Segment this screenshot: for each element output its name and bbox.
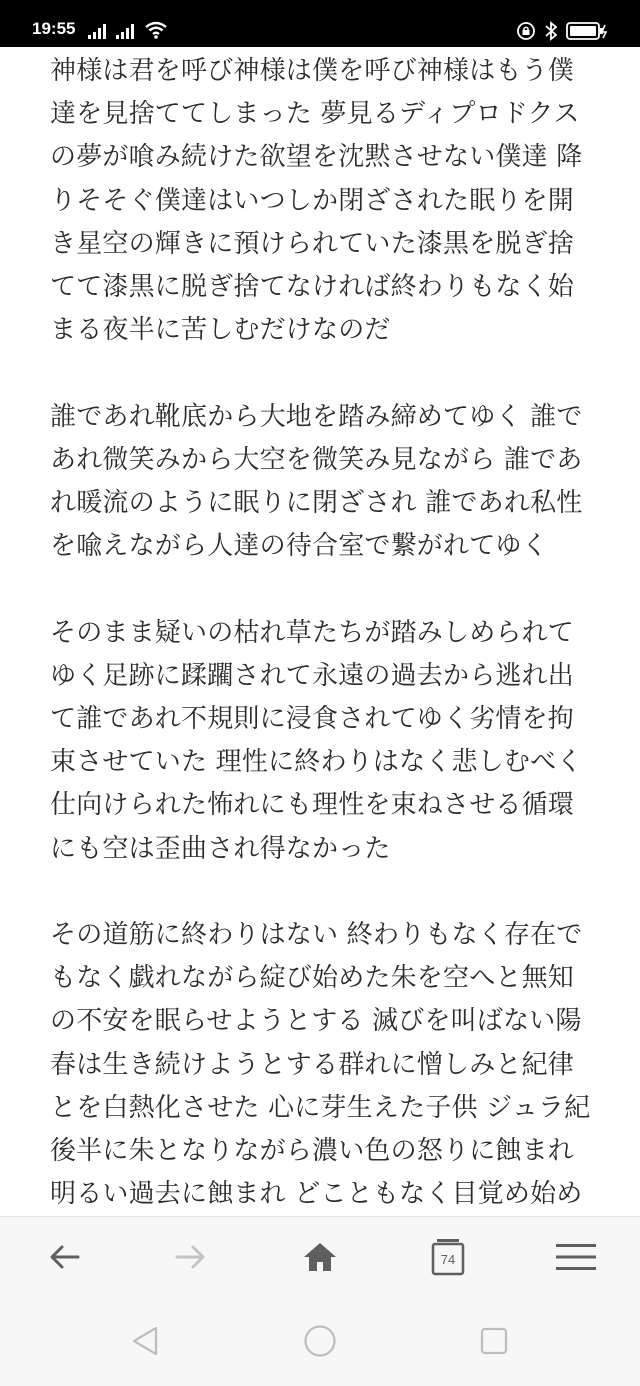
status-right-icons [516,21,608,45]
arrow-left-icon [47,1243,81,1275]
tabs-icon [431,1238,465,1280]
paragraph-3: そのまま疑いの枯れ草たちが踏みしめられてゆく足跡に蹂躙されて永遠の過去から逃れ出て誰であれ不規則に浸食されてゆく劣情を拘束させていた 理性に終わりはなく悲しむべく仕向けられた怖れにも理性を束ねさせる循環にも空は歪曲され得なかった [50,617,583,864]
forward-button[interactable] [163,1233,219,1285]
menu-button[interactable] [548,1233,604,1285]
article-content [50,50,595,1216]
browser-toolbar [0,1216,640,1301]
paragraph-2: 誰であれ靴底から大地を踏み締めてゆく 誰であれ微笑みから大空を微笑み見ながら 誰であれ暖流のように眠りに閉ざされ 誰であれ私性を喩えながら人達の待合室で繋がれてゆく [50,401,583,562]
tab-count: 74 [440,1252,456,1267]
system-back-button[interactable] [120,1320,170,1366]
system-nav-bar [0,1300,640,1386]
home-icon [302,1241,338,1277]
rotation-lock-icon [516,21,536,45]
paragraph-4: その道筋に終わりはない 終わりもなく存在でもなく戯れながら綻び始めた朱を空へと無知の不安を眠らせようとする 滅びを叫ばない陽春は生き続けようとする群れに憎しみと紀律とを白熱化させた 心に芽生えた子供 ジュラ紀後半に朱となりながら濃い色の怒りに蝕まれ 明るい過去に蝕まれ どこともなく目覚め始め [50,920,591,1210]
signal-icon [88,23,110,43]
circle-home-icon [303,1324,337,1362]
signal-icon [116,23,138,43]
system-home-button[interactable] [295,1320,345,1366]
status-time: 19:55 [32,19,76,38]
system-recents-button[interactable] [469,1320,519,1366]
battery-icon [566,21,608,45]
status-left-icons [88,21,168,43]
bluetooth-icon [544,21,558,45]
hamburger-menu-icon [556,1242,596,1276]
square-recents-icon [480,1327,508,1359]
back-button[interactable] [36,1233,92,1285]
arrow-right-icon [174,1243,208,1275]
triangle-back-icon [130,1325,160,1361]
paragraph-1: 神様は君を呼び神様は僕を呼び神様はもう僕達を見捨ててしまった 夢見るディプロドクスの夢が喰み続けた欲望を沈黙させない僕達 降りそそぐ僕達はいつしか閉ざされた眠りを開き星空の輝きに預けられていた漆黒を脱ぎ捨てて漆黒に脱ぎ捨てなければ終わりもなく始まる夜半に苦しむだけなのだ [50,56,583,346]
status-bar [0,0,640,47]
tabs-button[interactable] [420,1233,476,1285]
wifi-icon [144,21,168,43]
home-button[interactable] [292,1233,348,1285]
